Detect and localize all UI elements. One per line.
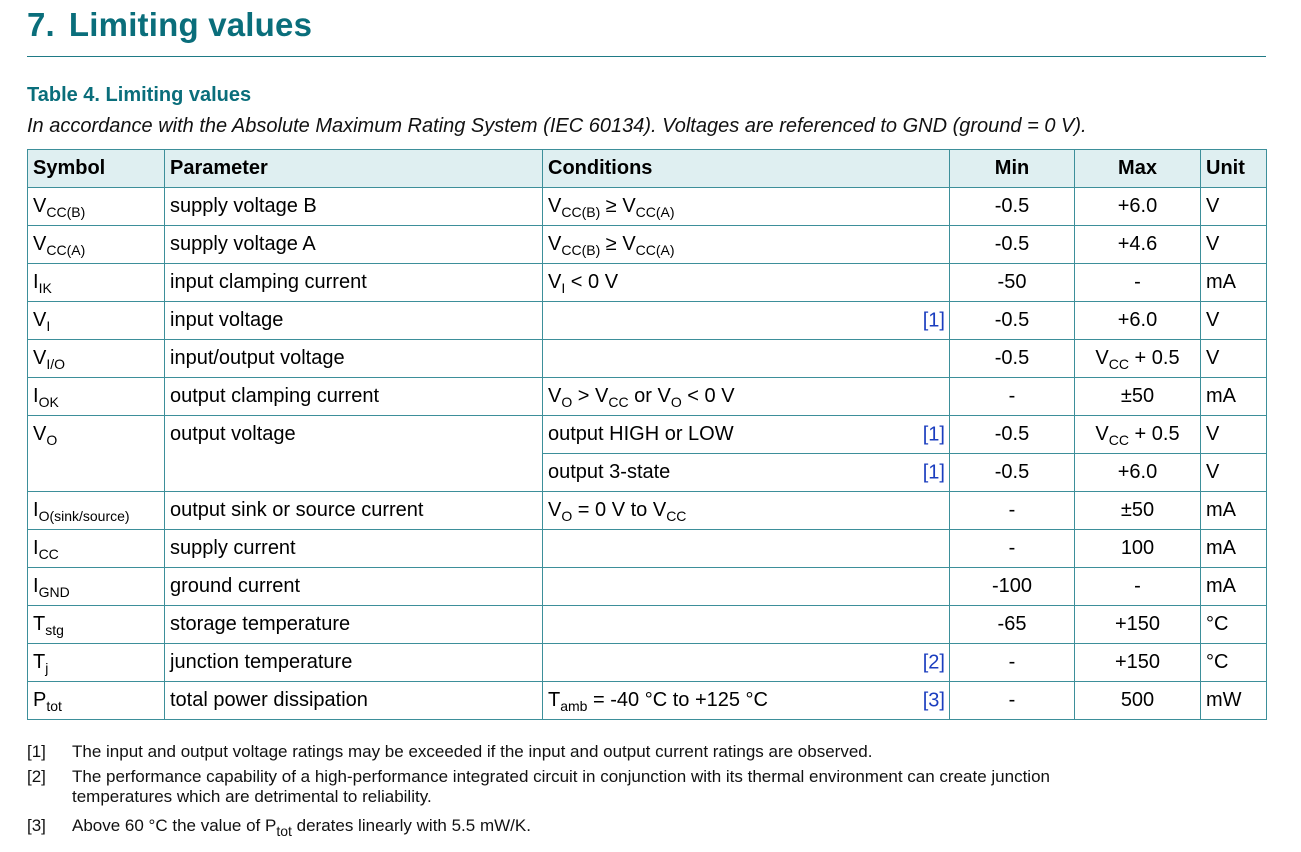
unit-cell: mA [1201,530,1267,568]
conditions-cell [543,340,950,378]
header-min: Min [950,150,1075,188]
max-cell: +150 [1075,606,1201,644]
parameter-cell [165,454,543,492]
table-row [28,416,1267,454]
table-row [28,226,1267,264]
conditions-cell [543,302,950,340]
table-row [28,188,1267,226]
unit-cell: °C [1201,644,1267,682]
table-row [28,454,1267,492]
unit-cell: mW [1201,682,1267,720]
parameter-cell: storage temperature [165,606,543,644]
conditions-cell: $T_{amb} = -40$ °C to +125 °C [3] [543,682,950,720]
footnote-reference[interactable]: [3] [922,689,945,711]
min-cell: -100 [950,568,1075,606]
min-cell: -0.5 [950,416,1075,454]
header-conditions: Conditions [543,150,950,188]
min-cell: -0.5 [950,454,1075,492]
footnote [27,742,872,762]
parameter-cell: total power dissipation [165,682,543,720]
table-body [28,188,1267,720]
symbol-cell: $I_{GND}$ [28,568,165,606]
conditions-cell: $V_O > V_{CC}$ or $V_O < 0$ V [543,378,950,416]
footnote-reference[interactable]: [2] [922,651,945,673]
min-cell: -0.5 [950,302,1075,340]
unit-cell: mA [1201,568,1267,606]
symbol-cell: $V_O$ [28,416,165,454]
parameter-cell: output sink or source current [165,492,543,530]
parameter-cell: supply current [165,530,543,568]
heading-rule [27,56,1266,57]
unit-cell: V [1201,188,1267,226]
footnote-reference[interactable]: [1] [922,423,945,445]
table-row [28,492,1267,530]
min-cell: - [950,682,1075,720]
unit-cell: V [1201,454,1267,492]
limiting-values-table [27,149,1267,720]
table-row [28,302,1267,340]
min-cell: - [950,644,1075,682]
footnote-line [27,767,1050,787]
min-cell: - [950,492,1075,530]
symbol-cell: $I_{CC}$ [28,530,165,568]
section-heading [27,6,312,44]
max-cell: 500 [1075,682,1201,720]
symbol-cell: $T_{stg}$ [28,606,165,644]
conditions-cell [543,530,950,568]
parameter-cell: input/output voltage [165,340,543,378]
conditions-cell: $V_O = 0$ V to $V_{CC}$ [543,492,950,530]
footnote-reference[interactable]: [1] [922,309,945,331]
symbol-cell: $V_{I/O}$ [28,340,165,378]
unit-cell: V [1201,302,1267,340]
symbol-cell: $T_j$ [28,644,165,682]
conditions-cell: $V_I < 0$ V [543,264,950,302]
symbol-cell [28,454,165,492]
conditions-cell [543,644,950,682]
footnote-line [27,816,531,839]
parameter-cell: output clamping current [165,378,543,416]
symbol-cell: $V_{CC(A)}$ [28,226,165,264]
conditions-cell: output 3-state [1] [543,454,950,492]
unit-cell: mA [1201,264,1267,302]
min-cell: -50 [950,264,1075,302]
symbol-cell: $V_{CC(B)}$ [28,188,165,226]
max-cell: - [1075,568,1201,606]
symbol-cell: $V_I$ [28,302,165,340]
parameter-cell: input clamping current [165,264,543,302]
footnote-text: The input and output voltage ratings may be exceeded if the input and output current ratings are observed. [72,742,873,761]
table-row [28,682,1267,720]
symbol-cell: $I_{O(sink/source)}$ [28,492,165,530]
min-cell: - [950,378,1075,416]
max-cell: $V_{CC} + 0.5$ [1075,416,1201,454]
parameter-cell: ground current [165,568,543,606]
conditions-cell: output HIGH or LOW [1] [543,416,950,454]
conditions-cell [543,606,950,644]
max-cell: +4.6 [1075,226,1201,264]
min-cell: - [950,530,1075,568]
header-parameter: Parameter [165,150,543,188]
footnote-tag: [3] [27,816,46,835]
max-cell: ±50 [1075,378,1201,416]
footnote-line [27,742,872,762]
max-cell: +6.0 [1075,454,1201,492]
section-title: Limiting values [68,6,313,43]
parameter-cell: supply voltage B [165,188,543,226]
max-cell: +6.0 [1075,302,1201,340]
parameter-cell: input voltage [165,302,543,340]
header-max: Max [1075,150,1201,188]
footnote-text: Above 60 °C the value of $P_{tot}$ derates linearly with 5.5 mW/K. [72,816,531,839]
conditions-cell: $V_{CC(B)} \ge V_{CC(A)}$ [543,188,950,226]
unit-cell: °C [1201,606,1267,644]
table-row [28,606,1267,644]
header-symbol: Symbol [28,150,165,188]
footnote [27,816,531,839]
symbol-cell: $P_{tot}$ [28,682,165,720]
footnote-line: temperatures which are detrimental to reliability. [72,787,432,806]
min-cell: -0.5 [950,340,1075,378]
table-row [28,340,1267,378]
parameter-cell: supply voltage A [165,226,543,264]
table-row [28,644,1267,682]
min-cell: -0.5 [950,226,1075,264]
table-subtitle: In accordance with the Absolute Maximum Rating System (IEC 60134). Voltages are referenced to GND (ground = 0 V). [27,115,1087,137]
parameter-cell: junction temperature [165,644,543,682]
table-row [28,530,1267,568]
conditions-cell: $V_{CC(B)} \ge V_{CC(A)}$ [543,226,950,264]
table-row [28,378,1267,416]
table-title: Table 4. Limiting values [27,84,252,106]
table-row [28,264,1267,302]
unit-cell: V [1201,416,1267,454]
max-cell: - [1075,264,1201,302]
unit-cell: mA [1201,492,1267,530]
symbol-cell: $I_{IK}$ [28,264,165,302]
max-cell: $V_{CC} + 0.5$ [1075,340,1201,378]
max-cell: ±50 [1075,492,1201,530]
footnote-reference[interactable]: [1] [922,461,945,483]
header-unit: Unit [1201,150,1267,188]
section-number: 7. [27,6,55,43]
footnote-tag: [2] [27,767,46,786]
footnote [27,767,1050,807]
conditions-cell [543,568,950,606]
unit-cell: V [1201,226,1267,264]
max-cell: 100 [1075,530,1201,568]
max-cell: +6.0 [1075,188,1201,226]
min-cell: -0.5 [950,188,1075,226]
footnote-text: The performance capability of a high-performance integrated circuit in conjunction with its thermal environment can create junction [72,767,1050,786]
max-cell: +150 [1075,644,1201,682]
footnote-tag: [1] [27,742,46,761]
table-header-row [28,150,1267,188]
unit-cell: mA [1201,378,1267,416]
symbol-cell: $I_{OK}$ [28,378,165,416]
parameter-cell: output voltage [165,416,543,454]
unit-cell: V [1201,340,1267,378]
min-cell: -65 [950,606,1075,644]
table-row [28,568,1267,606]
